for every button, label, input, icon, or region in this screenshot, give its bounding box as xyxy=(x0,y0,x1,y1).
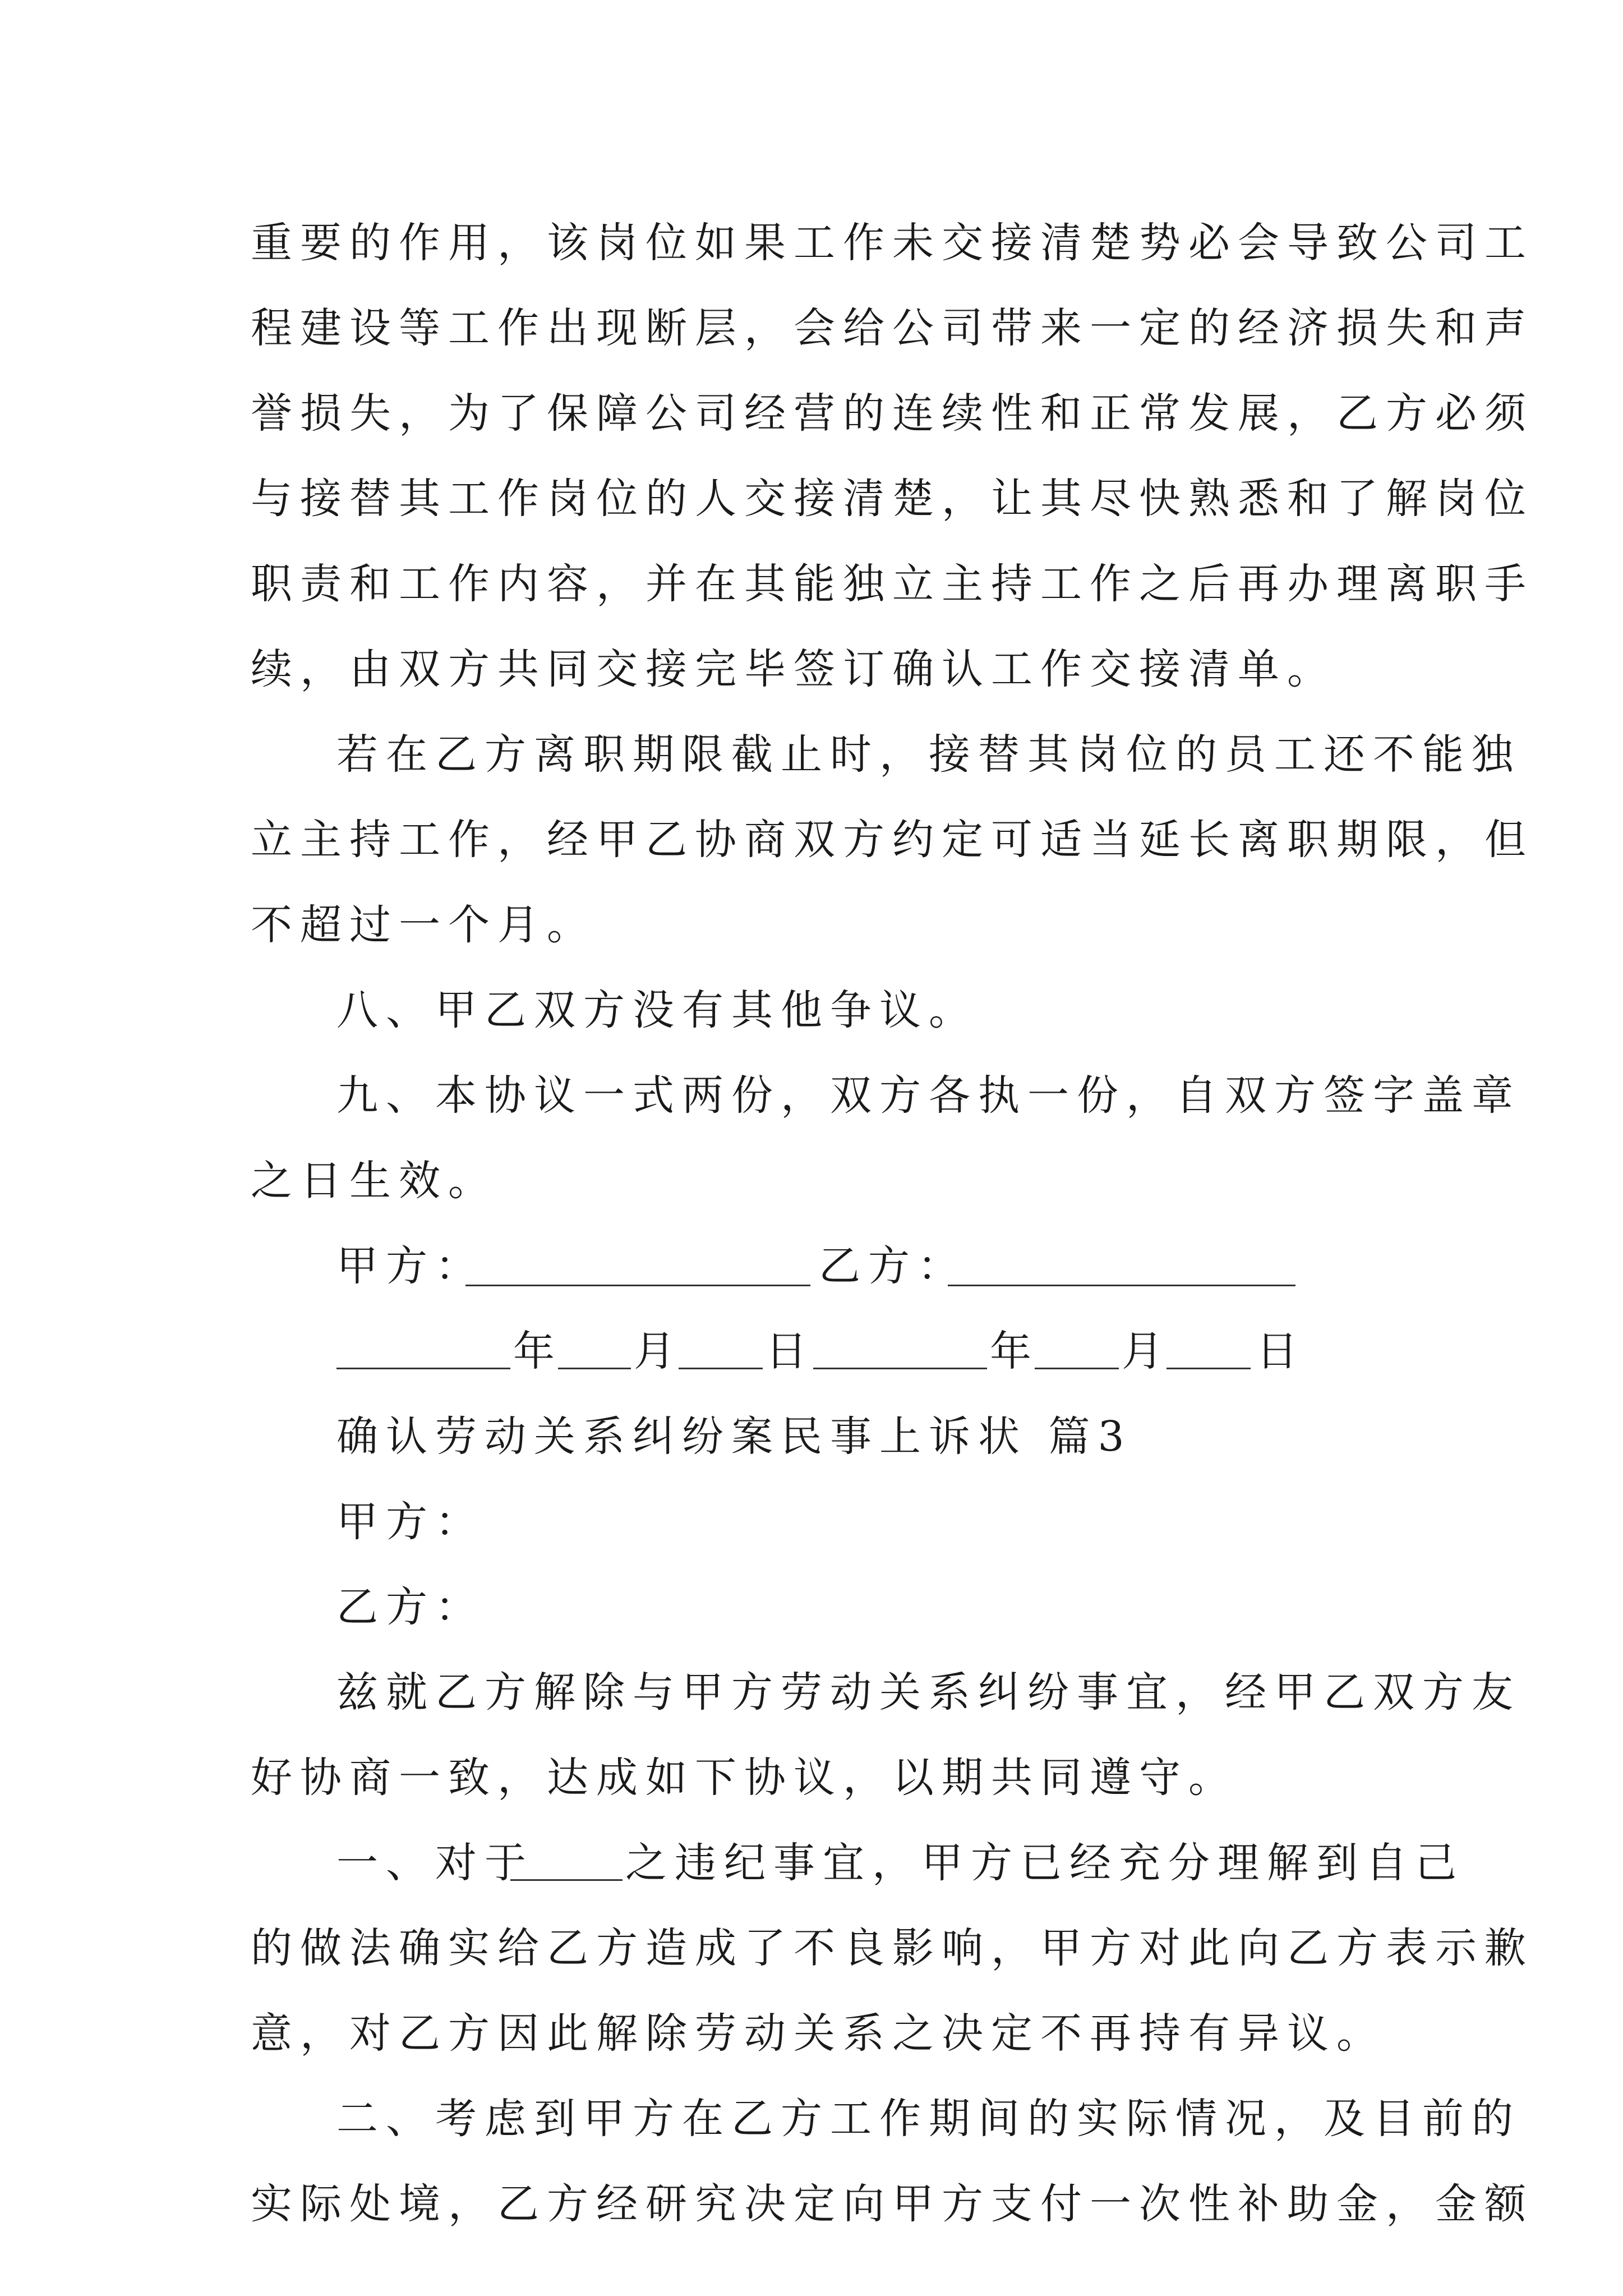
paragraph-line: 若在乙方离职期限截止时，接替其岗位的员工还不能独 xyxy=(336,730,1521,779)
party-a-month-label: 月 xyxy=(634,1327,683,1375)
party-b-line: 乙方： xyxy=(336,1583,485,1631)
clause-1-line: 意，对乙方因此解除劳动关系之决定不再持有异议。 xyxy=(251,2009,1386,2058)
clause-1-line: 的做法确实给乙方造成了不良影响，甲方对此向乙方表示歉 xyxy=(251,1924,1534,1972)
paragraph-line: 誉损失，为了保障公司经营的连续性和正常发展，乙方必须 xyxy=(251,389,1534,438)
paragraph-line: 立主持工作，经甲乙协商双方约定可适当延长离职期限，但 xyxy=(251,816,1534,864)
party-b-year-label: 年 xyxy=(990,1327,1039,1375)
party-a-signature-blank xyxy=(465,1285,810,1286)
party-a-line: 甲方： xyxy=(336,1498,485,1546)
clause-2-line: 二、考虑到甲方在乙方工作期间的实际情况，及目前的 xyxy=(336,2095,1521,2143)
clause-9-line: 之日生效。 xyxy=(251,1157,497,1205)
party-a-day-label: 日 xyxy=(766,1327,815,1375)
party-b-signature-blank xyxy=(948,1285,1295,1286)
party-b-month-blank xyxy=(1035,1368,1119,1369)
party-a-day-blank xyxy=(679,1368,763,1369)
party-a-year-blank xyxy=(336,1368,510,1369)
paragraph-line: 好协商一致，达成如下协议，以期共同遵守。 xyxy=(251,1754,1238,1802)
paragraph-line: 兹就乙方解除与甲方劳动关系纠纷事宜，经甲乙双方友 xyxy=(336,1668,1521,1717)
party-a-year-label: 年 xyxy=(513,1327,562,1375)
clause-1-prefix: 一、对于 xyxy=(336,1839,534,1887)
clause-1-suffix: 之违纪事宜，甲方已经充分理解到自己 xyxy=(625,1839,1464,1887)
paragraph-line: 续，由双方共同交接完毕签订确认工作交接清单。 xyxy=(251,645,1336,693)
section-title: 确认劳动关系纠纷案民事上诉状 篇3 xyxy=(336,1412,1132,1461)
clause-1-blank xyxy=(510,1879,623,1881)
party-a-signature-label: 甲方： xyxy=(336,1242,485,1290)
paragraph-line: 重要的作用，该岗位如果工作未交接清楚势必会导致公司工 xyxy=(251,219,1534,267)
paragraph-line: 不超过一个月。 xyxy=(251,901,596,949)
party-b-signature-label: 乙方： xyxy=(819,1242,967,1290)
clause-2-line: 实际处境，乙方经研究决定向甲方支付一次性补助金，金额 xyxy=(251,2180,1534,2228)
party-a-month-blank xyxy=(558,1368,631,1369)
paragraph-line: 职责和工作内容，并在其能独立主持工作之后再办理离职手 xyxy=(251,560,1534,608)
party-b-month-label: 月 xyxy=(1122,1327,1171,1375)
party-b-day-label: 日 xyxy=(1256,1327,1306,1375)
paragraph-line: 程建设等工作出现断层，会给公司带来一定的经济损失和声 xyxy=(251,304,1534,352)
party-b-year-blank xyxy=(813,1368,987,1369)
clause-9-line: 九、本协议一式两份，双方各执一份，自双方签字盖章 xyxy=(336,1071,1521,1120)
paragraph-line: 与接替其工作岗位的人交接清楚，让其尽快熟悉和了解岗位 xyxy=(251,475,1534,523)
clause-8: 八、甲乙双方没有其他争议。 xyxy=(336,986,978,1034)
party-b-day-blank xyxy=(1166,1368,1251,1369)
